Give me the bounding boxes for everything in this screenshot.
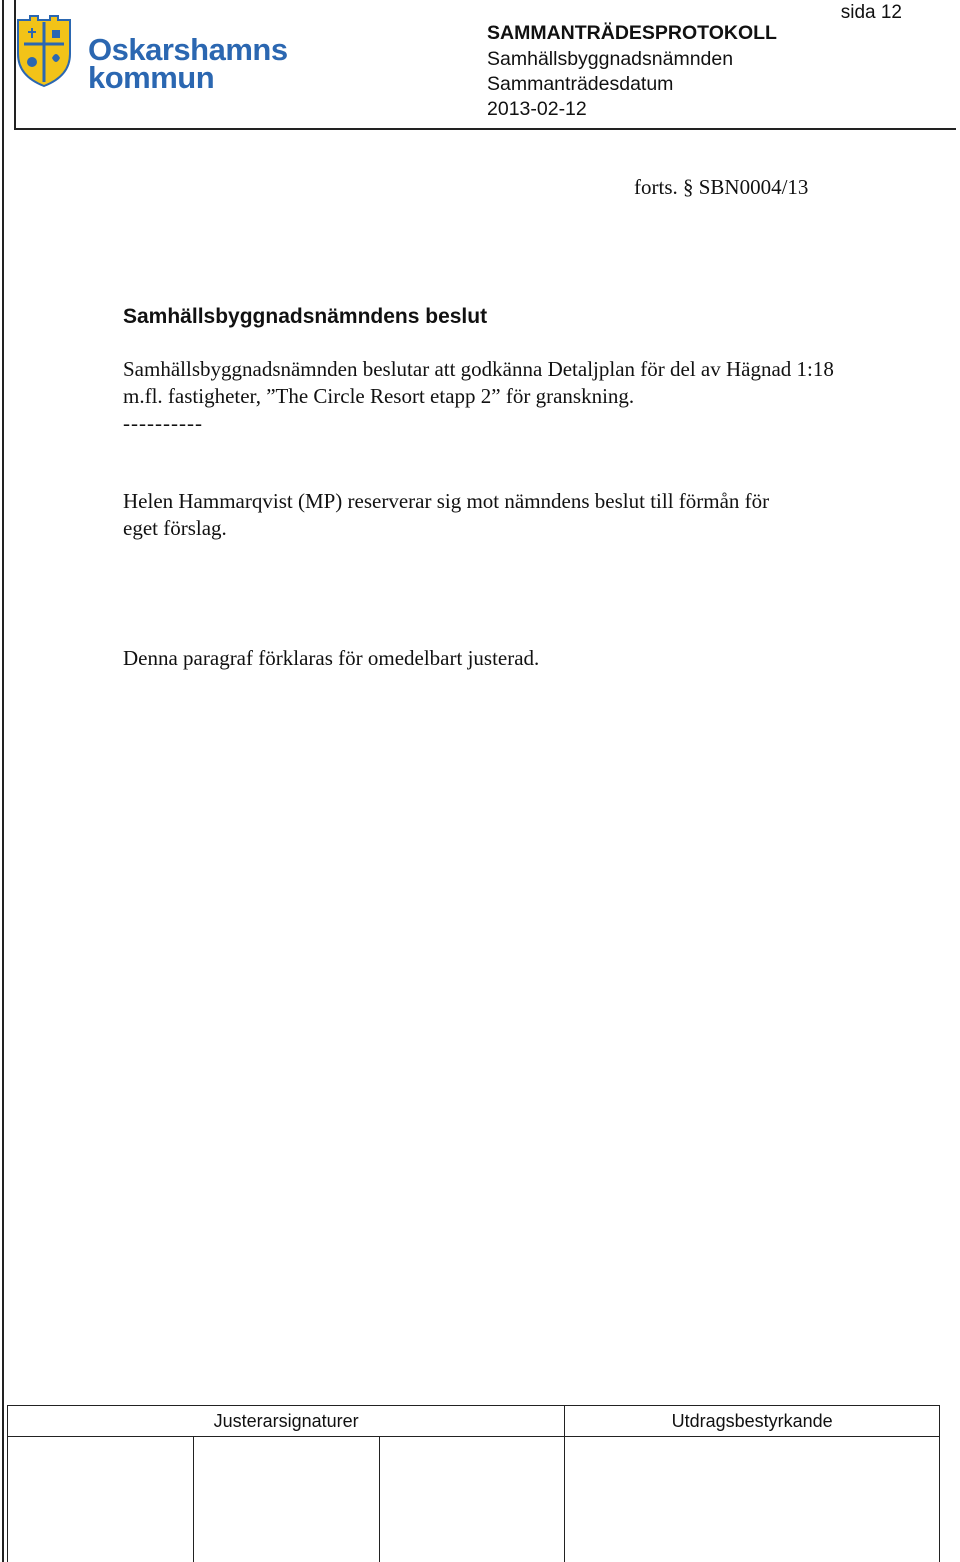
- signature-header-row: [8, 1406, 940, 1437]
- meeting-date: 2013-02-12: [487, 98, 587, 120]
- separator: ----------: [123, 411, 203, 435]
- decision-line-2: m.fl. fastigheter, ”The Circle Resort etapp 2” för granskning.: [123, 384, 635, 408]
- extract-label: Utdragsbestyrkande: [565, 1406, 940, 1437]
- reservation-text: [123, 488, 903, 542]
- page-number: sida 12: [840, 2, 902, 23]
- extract-box: [565, 1437, 940, 1562]
- reservation-line-1: Helen Hammarqvist (MP) reserverar sig mot nämndens beslut till förmån för: [123, 489, 770, 513]
- document-type: SAMMANTRÄDESPROTOKOLL: [487, 22, 777, 44]
- logo-line-2: kommun: [88, 60, 215, 95]
- logo-line-1: Oskarshamns: [88, 32, 288, 67]
- municipality-logo: [14, 14, 288, 95]
- signature-box-3: [379, 1437, 565, 1562]
- coat-of-arms-icon: [14, 14, 74, 88]
- organization-name: Samhällsbyggnadsnämnden: [487, 48, 734, 70]
- meeting-date-label: Sammanträdesdatum: [487, 73, 674, 95]
- signature-box-row: [8, 1437, 940, 1562]
- signature-table: [7, 1405, 940, 1562]
- signatures-label: Justerarsignaturer: [8, 1406, 565, 1437]
- reservation-line-2: eget förslag.: [123, 516, 227, 540]
- decision-text: [123, 356, 903, 410]
- decision-heading: Samhällsbyggnadsnämndens beslut: [123, 305, 488, 328]
- logo-wordmark: [88, 32, 288, 95]
- paragraph-reference: forts. § SBN0004/13: [634, 175, 809, 199]
- left-margin-rule: [2, 0, 4, 1562]
- decision-line-1: Samhällsbyggnadsnämnden beslutar att godkänna Detaljplan för del av Hägnad 1:18: [123, 357, 834, 381]
- adjusted-note: Denna paragraf förklaras för omedelbart justerad.: [123, 646, 540, 670]
- header-divider: [14, 128, 956, 130]
- signature-box-2: [193, 1437, 379, 1562]
- signature-box-1: [8, 1437, 194, 1562]
